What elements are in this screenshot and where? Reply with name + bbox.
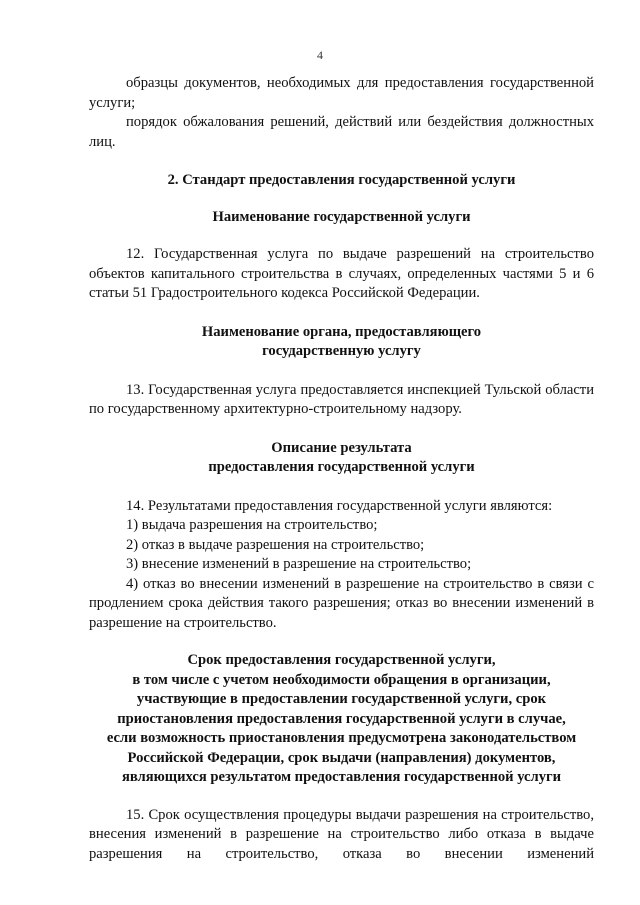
paragraph-12: 12. Государственная услуга по выдаче разрешений на строительство объектов капитального строительства в случаях, определенных частями 5 и 6 статьи 51 Градостроительного кодекса Российской Федерации. xyxy=(89,246,594,301)
paragraph-14: 14. Результатами предоставления государственной услуги являются: xyxy=(126,497,553,514)
document-body xyxy=(89,74,594,864)
heading-line: если возможность приостановления предусмотрена законодательством xyxy=(106,730,577,746)
intro-item-samples: образцы документов, необходимых для предоставления государственной услуги; xyxy=(89,75,594,111)
heading-line: государственную услугу xyxy=(262,343,421,359)
page-number: 4 xyxy=(317,48,323,62)
heading-line: в том числе с учетом необходимости обращения в организации, xyxy=(132,671,551,688)
heading-line: Срок предоставления государственной услуги, xyxy=(187,652,496,668)
heading-line: Наименование органа, предоставляющего xyxy=(201,323,482,340)
heading-line: участвующие в предоставлении государственной услуги, срок xyxy=(136,691,547,707)
heading-line: предоставления государственной услуги xyxy=(208,459,475,475)
subsection-heading-term xyxy=(89,651,594,788)
result-item: 4) отказ во внесении изменений в разрешение на строительство в связи с продлением срока действия такого разрешения; отказ во внесении изменений в разрешение на строительство. xyxy=(89,575,594,631)
result-item: 2) отказ в выдаче разрешения на строительство; xyxy=(126,536,425,553)
result-item: 1) выдача разрешения на строительство; xyxy=(126,517,378,533)
paragraph-15: 15. Срок осуществления процедуры выдачи разрешения на строительство, внесения изменений в разрешение на строительство либо отказа в выдаче разрешения на строительство, отказа во внесении изменений xyxy=(89,806,594,862)
section-title: 2. Стандарт предоставления государственной услуги xyxy=(167,172,516,188)
heading-line: Описание результата xyxy=(271,439,412,456)
subsection-heading-result xyxy=(89,439,594,478)
subsection-heading-name: Наименование государственной услуги xyxy=(212,208,471,225)
subsection-heading-organ xyxy=(89,323,594,362)
heading-line: приостановления предоставления государственной услуги в случае, xyxy=(117,710,566,727)
paragraph-13: 13. Государственная услуга предоставляется инспекцией Тульской области по государственному архитектурно-строительному надзору. xyxy=(89,381,594,417)
heading-line: Российской Федерации, срок выдачи (направления) документов, xyxy=(127,749,556,766)
intro-item-appeal: порядок обжалования решений, действий или бездействия должностных лиц. xyxy=(89,114,594,150)
heading-line: являющихся результатом предоставления государственной услуги xyxy=(121,769,562,785)
result-item: 3) внесение изменений в разрешение на строительство; xyxy=(126,556,472,572)
